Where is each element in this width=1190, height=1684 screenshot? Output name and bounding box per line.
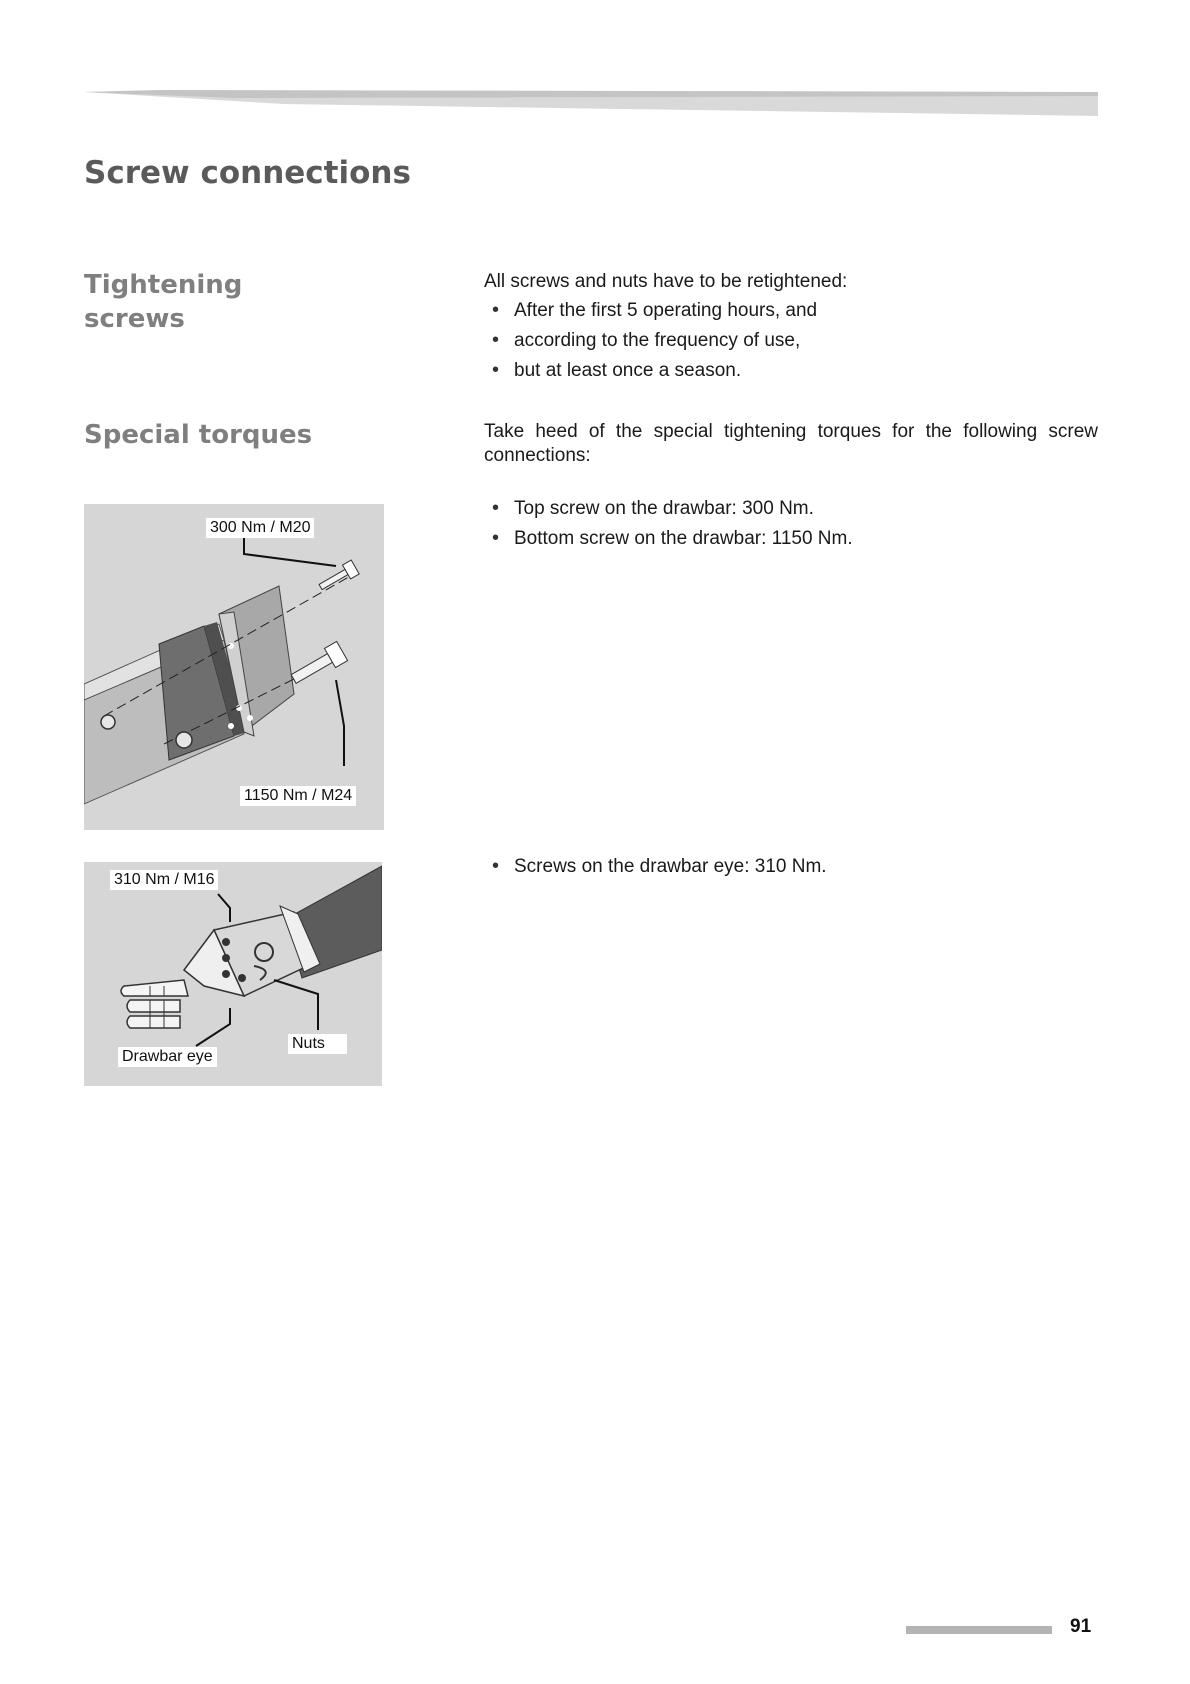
- heading-tightening-screws: Tightening screws: [84, 270, 243, 334]
- label-310nm-m16: 310 Nm / M16: [110, 870, 218, 890]
- header-decorative-bar: [84, 86, 1098, 118]
- footer-decorative-bar: [906, 1626, 1052, 1634]
- list-item: • according to the frequency of use,: [484, 326, 1104, 356]
- list-item: • Screws on the drawbar eye: 310 Nm.: [484, 852, 1104, 882]
- drawbar-screws-figure: [84, 504, 384, 830]
- page-title: Screw connections: [84, 155, 411, 191]
- special-torques-list: [484, 494, 1104, 554]
- list-item: • Bottom screw on the drawbar: 1150 Nm.: [484, 524, 1104, 554]
- list-item: • but at least once a season.: [484, 356, 1104, 386]
- drawbar-eye-list: [484, 852, 1104, 882]
- label-300nm-m20: 300 Nm / M20: [206, 518, 314, 538]
- tightening-intro: All screws and nuts have to be retightened:: [484, 271, 848, 292]
- drawbar-eye-figure: [84, 862, 382, 1086]
- heading-special-torques: Special torques: [84, 420, 313, 450]
- label-1150nm-m24: 1150 Nm / M24: [240, 786, 356, 806]
- page-number: 91: [1070, 1616, 1092, 1637]
- drawbar-illustration: [84, 504, 384, 830]
- list-item: • After the first 5 operating hours, and: [484, 296, 1104, 326]
- label-nuts: Nuts: [288, 1034, 347, 1054]
- list-item: • Top screw on the drawbar: 300 Nm.: [484, 494, 1104, 524]
- tightening-list: [484, 296, 1104, 386]
- special-torques-intro: Take heed of the special tightening torques for the following screw connections:: [484, 421, 1098, 466]
- label-drawbar-eye: Drawbar eye: [118, 1047, 217, 1067]
